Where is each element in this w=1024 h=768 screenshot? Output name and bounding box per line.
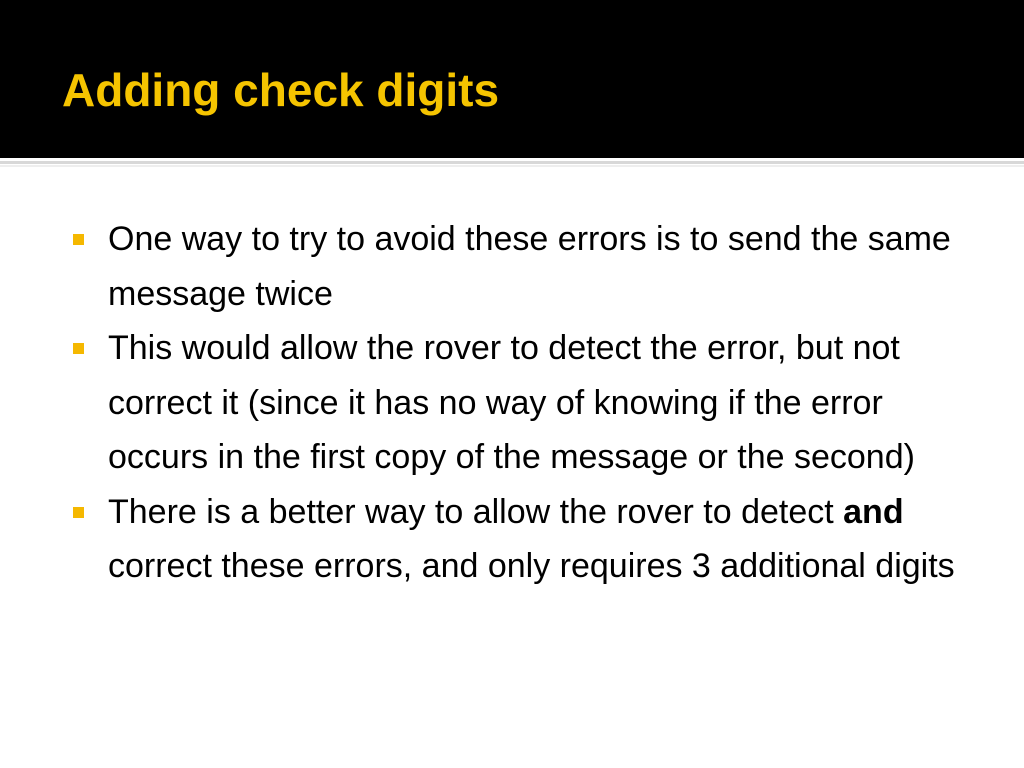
bullet-item: [0, 321, 968, 485]
bullet-text-after: correct these errors, and only requires 3 additional digits: [108, 547, 955, 585]
bullet-text-before: There is a better way to allow the rover to detect: [108, 492, 844, 531]
square-bullet-icon: [73, 507, 84, 518]
bullet-item: [0, 212, 968, 321]
slide-title: Adding check digits: [62, 64, 500, 116]
square-bullet-icon: [73, 343, 84, 354]
square-bullet-icon: [73, 234, 84, 245]
title-bar: [0, 0, 1024, 158]
title-divider-shadow: [0, 165, 1024, 167]
bullet-text: This would allow the rover to detect the error, but not correct it (since it has no way of knowing if the error occurs in the first copy of the message or the second): [108, 329, 915, 476]
bullet-text-emphasis: and: [843, 492, 904, 531]
title-divider: [0, 161, 1024, 164]
bullet-list: [0, 212, 968, 594]
bullet-item: [0, 485, 968, 594]
bullet-text: One way to try to avoid these errors is to send the same message twice: [108, 220, 951, 313]
